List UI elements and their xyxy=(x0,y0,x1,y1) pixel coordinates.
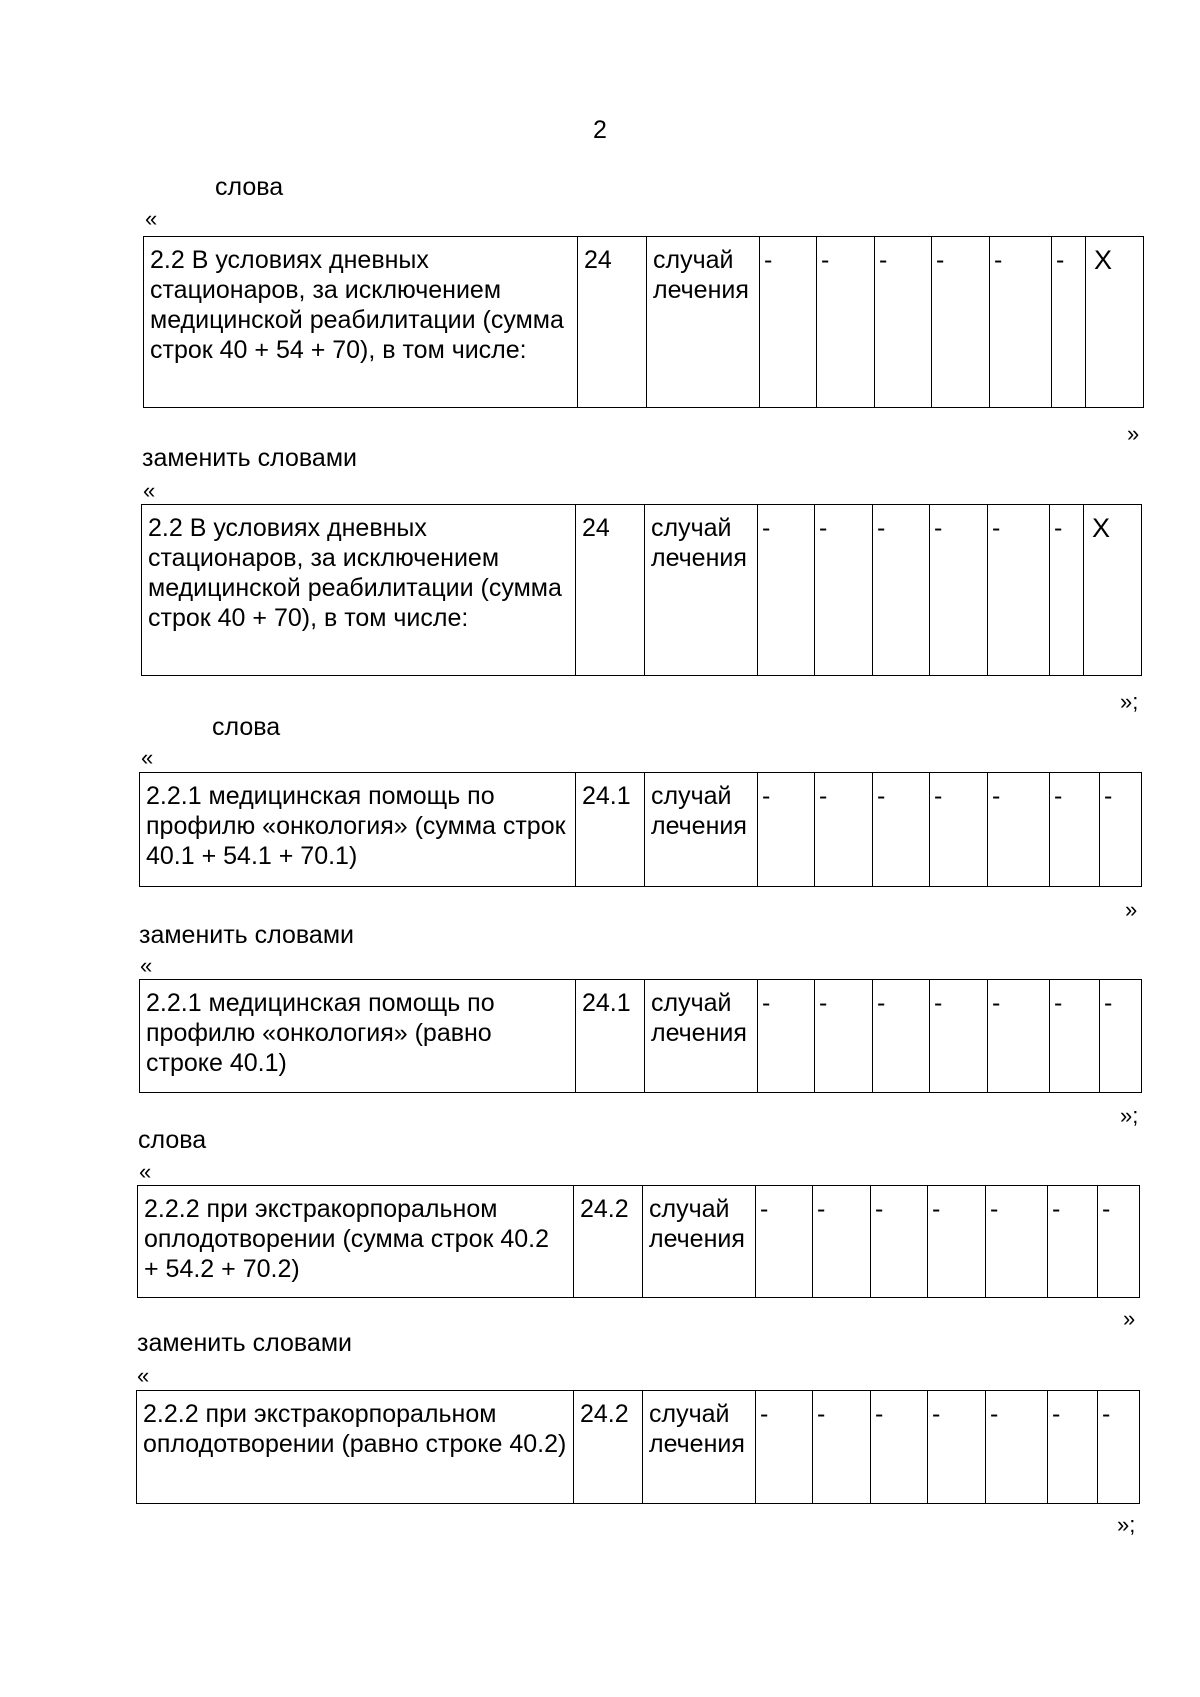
open-quote: « xyxy=(137,1363,150,1388)
row-unit: случай лечения xyxy=(647,237,760,408)
block-label: слова xyxy=(215,173,284,201)
value-cell: - xyxy=(1050,980,1100,1093)
row-name: 2.2.1 медицинская помощь по профилю «онкология» (сумма строк 40.1 + 54.1 + 70.1) xyxy=(140,773,576,887)
value-cell: - xyxy=(758,505,815,676)
value-cell: - xyxy=(1048,1186,1098,1298)
value-cell: - xyxy=(813,1186,871,1298)
value-cell: - xyxy=(871,1186,928,1298)
row-code: 24.1 xyxy=(576,773,645,887)
amendment-table xyxy=(139,979,1142,1093)
value-cell: - xyxy=(815,505,873,676)
value-cell: - xyxy=(930,773,988,887)
value-cell: - xyxy=(760,237,817,408)
block-label: заменить словами xyxy=(139,921,354,949)
value-cell: - xyxy=(1098,1186,1140,1298)
value-cell: - xyxy=(932,237,990,408)
value-cell: - xyxy=(758,773,815,887)
row-name: 2.2.1 медицинская помощь по профилю «онкология» (равно строке 40.1) xyxy=(140,980,576,1093)
row-name: 2.2.2 при экстракорпоральном оплодотворении (равно строке 40.2) xyxy=(137,1391,574,1504)
row-code: 24 xyxy=(576,505,645,676)
value-cell: - xyxy=(1098,1391,1140,1504)
value-cell: - xyxy=(875,237,932,408)
value-cell: - xyxy=(986,1186,1048,1298)
close-quote: »; xyxy=(1117,1512,1136,1537)
value-cell: - xyxy=(756,1391,813,1504)
value-cell: - xyxy=(871,1391,928,1504)
page-number: 2 xyxy=(593,116,607,144)
row-unit: случай лечения xyxy=(643,1186,756,1298)
value-cell: - xyxy=(988,505,1050,676)
value-cell: - xyxy=(813,1391,871,1504)
value-cell: - xyxy=(930,980,988,1093)
close-quote: »; xyxy=(1120,689,1139,714)
value-cell: - xyxy=(928,1186,986,1298)
value-cell: - xyxy=(930,505,988,676)
value-cell: - xyxy=(815,773,873,887)
open-quote: « xyxy=(143,478,156,503)
close-quote: » xyxy=(1125,897,1138,922)
value-cell: - xyxy=(990,237,1052,408)
block-label: заменить словами xyxy=(142,444,357,472)
row-code: 24.2 xyxy=(574,1186,643,1298)
value-cell: - xyxy=(873,980,930,1093)
row-code: 24.2 xyxy=(574,1391,643,1504)
block-label: слова xyxy=(212,713,281,741)
value-cell: - xyxy=(815,980,873,1093)
value-cell: - xyxy=(928,1391,986,1504)
close-quote: » xyxy=(1127,421,1140,446)
value-cell: - xyxy=(873,773,930,887)
value-cell: X xyxy=(1084,505,1142,676)
value-cell: X xyxy=(1086,237,1144,408)
amendment-table xyxy=(141,504,1142,676)
row-code: 24 xyxy=(578,237,647,408)
amendment-table xyxy=(136,1390,1140,1504)
value-cell: - xyxy=(756,1186,813,1298)
value-cell: - xyxy=(988,980,1050,1093)
open-quote: « xyxy=(140,953,153,978)
row-name: 2.2.2 при экстракорпоральном оплодотворении (сумма строк 40.2 + 54.2 + 70.2) xyxy=(138,1186,574,1298)
open-quote: « xyxy=(141,745,154,770)
value-cell: - xyxy=(1050,505,1084,676)
open-quote: « xyxy=(145,206,158,231)
value-cell: - xyxy=(1050,773,1100,887)
value-cell: - xyxy=(988,773,1050,887)
amendment-table xyxy=(139,772,1142,887)
open-quote: « xyxy=(139,1159,152,1184)
value-cell: - xyxy=(873,505,930,676)
close-quote: » xyxy=(1123,1306,1136,1331)
value-cell: - xyxy=(986,1391,1048,1504)
row-code: 24.1 xyxy=(576,980,645,1093)
value-cell: - xyxy=(758,980,815,1093)
row-unit: случай лечения xyxy=(643,1391,756,1504)
row-name: 2.2 В условиях дневных стационаров, за исключением медицинской реабилитации (сумма строк 40 + 70), в том числе: xyxy=(142,505,576,676)
row-unit: случай лечения xyxy=(645,773,758,887)
amendment-table xyxy=(143,236,1144,408)
close-quote: »; xyxy=(1120,1103,1139,1128)
amendment-table xyxy=(137,1185,1140,1298)
row-name: 2.2 В условиях дневных стационаров, за исключением медицинской реабилитации (сумма строк 40 + 54 + 70), в том числе: xyxy=(144,237,578,408)
value-cell: - xyxy=(1048,1391,1098,1504)
row-unit: случай лечения xyxy=(645,980,758,1093)
block-label: слова xyxy=(138,1126,207,1154)
row-unit: случай лечения xyxy=(645,505,758,676)
block-label: заменить словами xyxy=(137,1329,352,1357)
value-cell: - xyxy=(1100,980,1142,1093)
value-cell: - xyxy=(817,237,875,408)
value-cell: - xyxy=(1100,773,1142,887)
value-cell: - xyxy=(1052,237,1086,408)
